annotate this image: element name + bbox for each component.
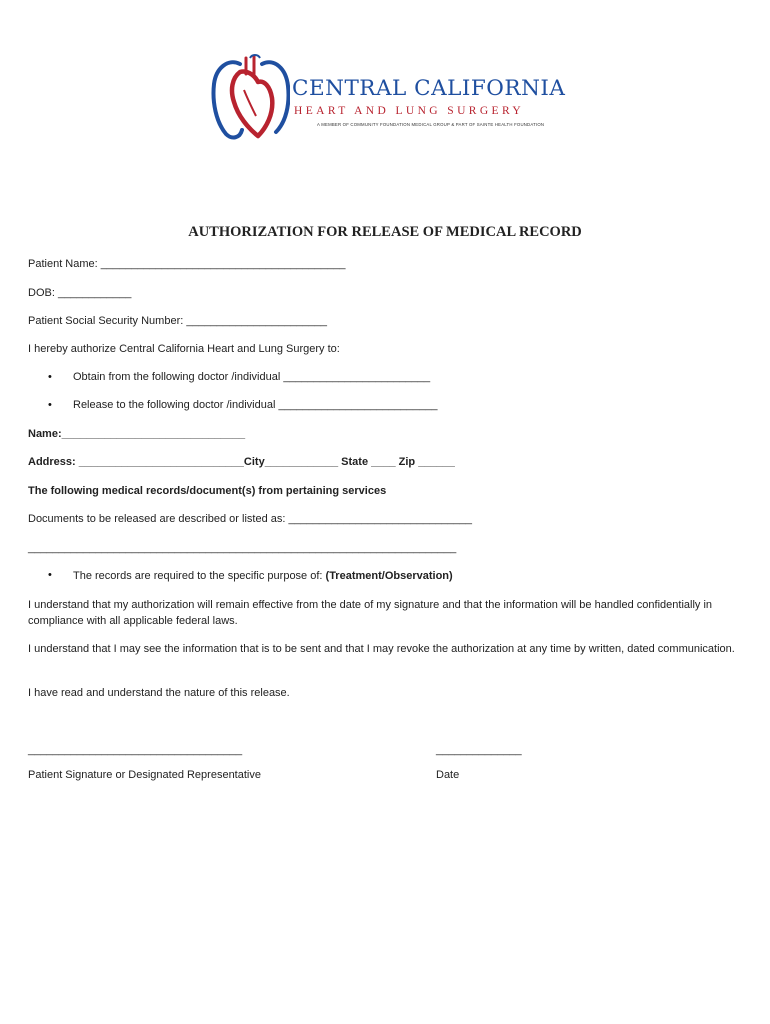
document-title: AUTHORIZATION FOR RELEASE OF MEDICAL RECORD xyxy=(188,224,582,240)
signature-line[interactable]: ___________________________________ xyxy=(28,744,243,756)
purpose-prefix: The records are required to the specific purpose of: xyxy=(73,570,326,582)
purpose-statement xyxy=(73,570,453,582)
bullet-icon: • xyxy=(48,569,52,581)
date-label: Date xyxy=(436,769,460,781)
authorization-effective-paragraph: I understand that my authorization will remain effective from the date of my signature and that the information will be handled confidentially in compliance with all applicable federal laws. xyxy=(28,599,713,627)
acknowledgement-paragraph: I have read and understand the nature of this release. xyxy=(28,687,290,699)
authorize-statement: I hereby authorize Central California Heart and Lung Surgery to: xyxy=(28,343,340,355)
records-heading: The following medical records/document(s) from pertaining services xyxy=(28,485,387,497)
heart-lung-icon xyxy=(210,50,290,145)
signature-label: Patient Signature or Designated Representative xyxy=(28,769,261,781)
release-to-field[interactable]: Release to the following doctor /individual __________________________ xyxy=(73,399,438,411)
name-field[interactable]: Name:______________________________ xyxy=(28,428,246,440)
documents-extra-line[interactable]: ______________________________________________________________________ xyxy=(28,542,457,554)
logo-subtitle: HEART AND LUNG SURGERY xyxy=(294,105,525,117)
date-line[interactable]: ______________ xyxy=(436,744,522,756)
dob-field[interactable]: DOB: ____________ xyxy=(28,287,132,299)
obtain-from-field[interactable]: Obtain from the following doctor /individual ________________________ xyxy=(73,371,431,383)
address-field[interactable]: Address: ___________________________City____________ State ____ Zip ______ xyxy=(28,456,455,468)
logo-tagline: A MEMBER OF COMMUNITY FOUNDATION MEDICAL GROUP & PART OF SAINTE HEALTH FOUNDATION xyxy=(317,122,545,127)
ssn-field[interactable]: Patient Social Security Number: _______________________ xyxy=(28,315,328,327)
logo-name: CENTRAL CALIFORNIA xyxy=(292,76,566,101)
bullet-icon: • xyxy=(48,399,52,411)
revoke-paragraph: I understand that I may see the information that is to be sent and that I may revoke the authorization at any time by written, dated communication. xyxy=(28,643,735,655)
company-logo xyxy=(210,50,570,145)
purpose-value: (Treatment/Observation) xyxy=(325,570,453,582)
patient-name-field[interactable]: Patient Name: ________________________________________ xyxy=(28,258,346,270)
bullet-icon: • xyxy=(48,371,52,383)
documents-field[interactable]: Documents to be released are described or listed as: ______________________________ xyxy=(28,513,473,525)
